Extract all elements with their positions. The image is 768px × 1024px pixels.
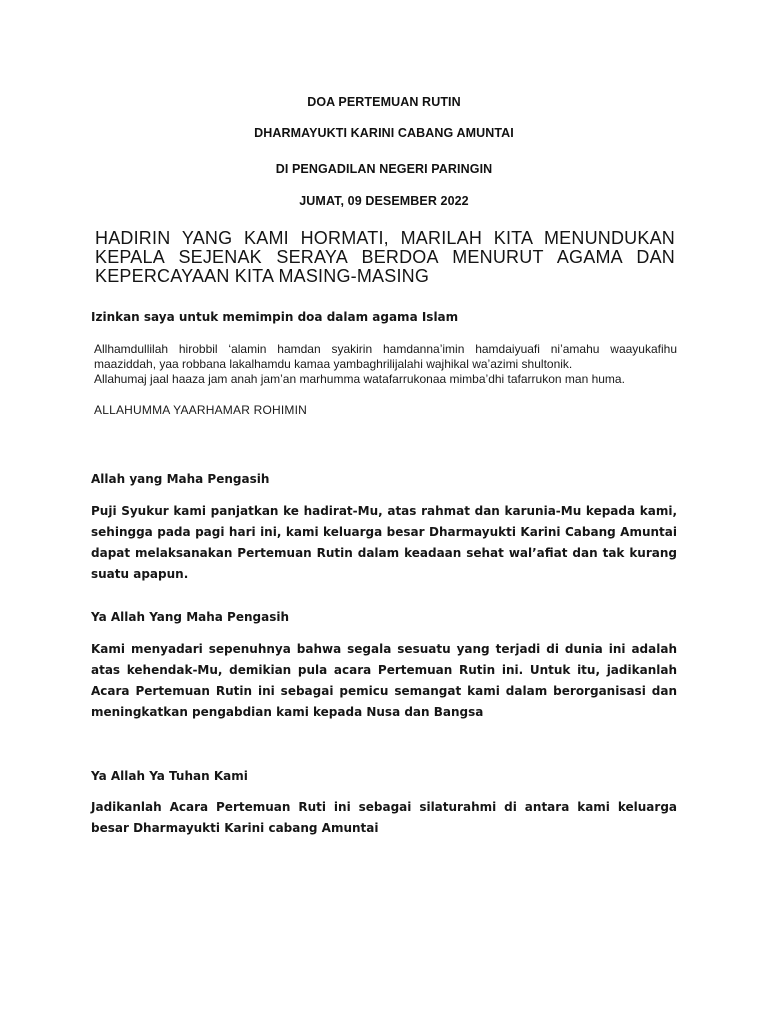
venue: DI PENGADILAN NEGERI PARINGIN [275, 162, 493, 176]
section-heading-2: Ya Allah Yang Maha Pengasih [91, 610, 290, 624]
date-line: JUMAT, 09 DESEMBER 2022 [299, 194, 469, 208]
opening-invitation: HADIRIN YANG KAMI HORMATI, MARILAH KITA MENUNDUKAN KEPALA SEJENAK SERAYA BERDOA MENURUT AGAMA DAN KEPERCAYAAN KITA MASING-MASING [95, 228, 675, 286]
lead-in-text: Izinkan saya untuk memimpin doa dalam agama Islam [91, 310, 459, 324]
doc-title: DOA PERTEMUAN RUTIN [307, 95, 461, 109]
arabic-prayer-line-1: Allhamdullilah hirobbil ‘alamin hamdan syakirin hamdanna’imin hamdaiyuafi ni’amahu waayukafihu maaziddah, yaa robbana lakalhamdu kamaa yambaghrilijalahi wajhikal wa’azimi shultonik. [94, 342, 677, 371]
org-name: DHARMAYUKTI KARINI CABANG AMUNTAI [254, 126, 514, 140]
section-heading-3: Ya Allah Ya Tuhan Kami [91, 769, 248, 783]
arabic-closing: ALLAHUMMA YAARHAMAR ROHIMIN [94, 403, 307, 417]
arabic-prayer-block [94, 342, 677, 387]
section-body-2: Kami menyadari sepenuhnya bahwa segala sesuatu yang terjadi di dunia ini adalah atas kehendak-Mu, demikian pula acara Pertemuan Rutin ini. Untuk itu, jadikanlah Acara Pertemuan Rutin ini sebagai pemicu semangat kami dalam berorganisasi dan meningkatkan pengabdian kami kepada Nusa dan Bangsa [91, 642, 677, 719]
section-heading-1: Allah yang Maha Pengasih [91, 472, 270, 486]
section-body-1: Puji Syukur kami panjatkan ke hadirat-Mu, atas rahmat dan karunia-Mu kepada kami, sehingga pada pagi hari ini, kami keluarga besar Dharmayukti Karini Cabang Amuntai dapat melaksanakan Pertemuan Rutin dalam keadaan sehat wal’afiat dan tak kurang suatu apapun. [91, 504, 677, 581]
section-body-3: Jadikanlah Acara Pertemuan Ruti ini sebagai silaturahmi di antara kami keluarga besar Dharmayukti Karini cabang Amuntai [91, 800, 677, 835]
arabic-prayer-line-2: Allahumaj jaal haaza jam anah jam’an marhumma watafarrukonaa mimba’dhi tafarrukon man huma. [94, 372, 625, 386]
